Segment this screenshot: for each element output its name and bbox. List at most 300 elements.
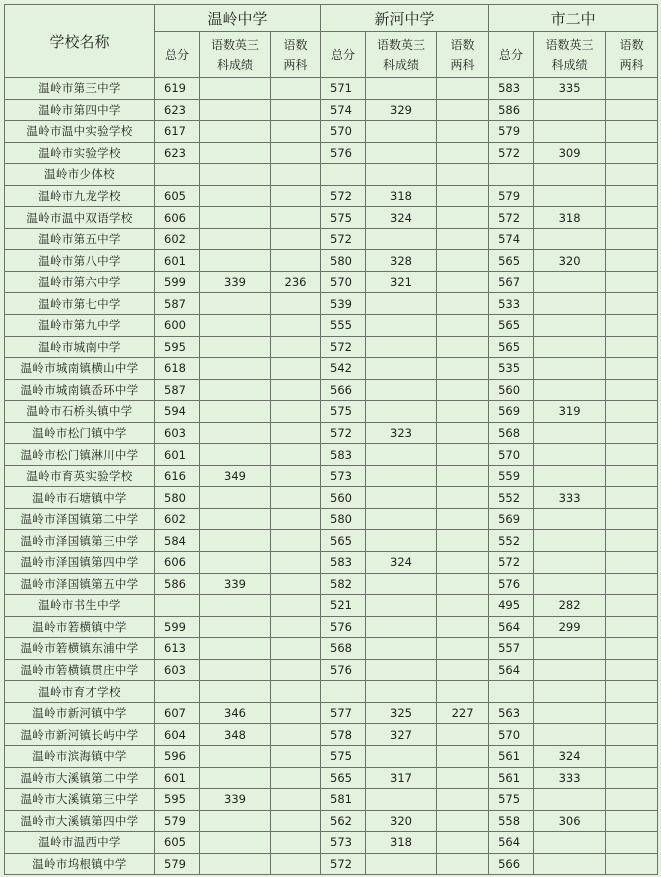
table-row <box>5 789 658 811</box>
table-row <box>5 508 658 530</box>
group-header-xinhe: 新河中学 <box>321 5 489 32</box>
shierzhong-three-subject-cell: 324 <box>534 745 606 767</box>
table-row <box>5 444 658 466</box>
school-name-cell: 温岭市城南镇横山中学 <box>5 358 155 380</box>
wenling-three-subject-cell: 339 <box>200 789 271 811</box>
xinhe-two-subject-cell <box>437 552 489 574</box>
wenling-three-subject-cell <box>200 401 271 423</box>
shierzhong-two-subject-cell <box>606 767 658 789</box>
xinhe-total-cell: 562 <box>321 810 366 832</box>
school-name-header: 学校名称 <box>5 5 155 78</box>
two-subject-header-line1: 语数 <box>283 37 308 52</box>
shierzhong-three-subject-cell <box>534 724 606 746</box>
xinhe-two-subject-cell <box>437 681 489 703</box>
xinhe-two-subject-cell <box>437 379 489 401</box>
wenling-three-subject-cell <box>200 616 271 638</box>
table-row <box>5 99 658 121</box>
wenling-three-subject-cell <box>200 832 271 854</box>
shierzhong-two-subject-cell <box>606 552 658 574</box>
three-subject-header-line2: 科成绩 <box>551 57 588 72</box>
table-row <box>5 702 658 724</box>
school-name-cell: 温岭市松门镇淋川中学 <box>5 444 155 466</box>
school-name-cell: 温岭市第三中学 <box>5 78 155 100</box>
xinhe-total-cell: 582 <box>321 573 366 595</box>
xinhe-total-cell: 576 <box>321 659 366 681</box>
wenling-three-subject-cell <box>200 250 271 272</box>
xinhe-total-cell: 568 <box>321 638 366 660</box>
wenling-total-cell: 586 <box>155 573 200 595</box>
xinhe-two-subject-cell <box>437 401 489 423</box>
wenling-three-subject-cell: 349 <box>200 465 271 487</box>
shierzhong-total-cell: 533 <box>489 293 534 315</box>
xinhe-two-subject-cell <box>437 465 489 487</box>
wenling-total-cell: 601 <box>155 250 200 272</box>
xinhe-three-subject-cell: 325 <box>366 702 437 724</box>
shierzhong-two-subject-cell <box>606 681 658 703</box>
wenling-three-subject-cell <box>200 508 271 530</box>
wenling-two-subject-cell <box>271 164 321 186</box>
xinhe-total-cell: 565 <box>321 530 366 552</box>
table-row <box>5 745 658 767</box>
school-name-cell: 温岭市实验学校 <box>5 142 155 164</box>
wenling-two-subject-cell <box>271 336 321 358</box>
xinhe-three-subject-cell <box>366 487 437 509</box>
xinhe-three-subject-cell <box>366 659 437 681</box>
shierzhong-three-subject-cell <box>534 530 606 552</box>
xinhe-two-subject-cell <box>437 508 489 530</box>
shierzhong-total-cell: 563 <box>489 702 534 724</box>
shierzhong-three-subject-cell <box>534 228 606 250</box>
shierzhong-two-subject-cell <box>606 422 658 444</box>
wenling-total-cell: 599 <box>155 616 200 638</box>
shierzhong-three-subject-cell <box>534 659 606 681</box>
wenling-three-subject-cell <box>200 142 271 164</box>
xinhe-two-subject-cell <box>437 573 489 595</box>
wenling-three-subject-cell <box>200 681 271 703</box>
xinhe-two-subject-cell <box>437 250 489 272</box>
xinhe-total-cell: 573 <box>321 465 366 487</box>
three-subject-header <box>366 32 437 78</box>
wenling-two-subject-cell <box>271 853 321 875</box>
shierzhong-two-subject-cell <box>606 465 658 487</box>
wenling-two-subject-cell <box>271 379 321 401</box>
wenling-two-subject-cell <box>271 358 321 380</box>
xinhe-three-subject-cell <box>366 358 437 380</box>
wenling-total-cell: 595 <box>155 336 200 358</box>
shierzhong-three-subject-cell <box>534 336 606 358</box>
score-table <box>4 4 658 875</box>
xinhe-total-cell: 570 <box>321 271 366 293</box>
shierzhong-two-subject-cell <box>606 293 658 315</box>
shierzhong-two-subject-cell <box>606 724 658 746</box>
table-row <box>5 465 658 487</box>
xinhe-three-subject-cell: 324 <box>366 552 437 574</box>
wenling-three-subject-cell <box>200 444 271 466</box>
xinhe-two-subject-cell <box>437 164 489 186</box>
wenling-two-subject-cell <box>271 444 321 466</box>
school-name-cell: 温岭市九龙学校 <box>5 185 155 207</box>
wenling-two-subject-cell <box>271 724 321 746</box>
wenling-total-cell: 594 <box>155 401 200 423</box>
group-header-wenling: 温岭中学 <box>155 5 321 32</box>
xinhe-two-subject-cell <box>437 810 489 832</box>
shierzhong-three-subject-cell <box>534 121 606 143</box>
table-row <box>5 207 658 229</box>
shierzhong-three-subject-cell: 282 <box>534 595 606 617</box>
xinhe-three-subject-cell <box>366 293 437 315</box>
xinhe-three-subject-cell: 327 <box>366 724 437 746</box>
table-row <box>5 315 658 337</box>
shierzhong-total-cell: 565 <box>489 250 534 272</box>
xinhe-three-subject-cell <box>366 508 437 530</box>
xinhe-total-cell: 566 <box>321 379 366 401</box>
xinhe-two-subject-cell <box>437 99 489 121</box>
shierzhong-three-subject-cell <box>534 789 606 811</box>
xinhe-three-subject-cell <box>366 595 437 617</box>
shierzhong-total-cell: 561 <box>489 745 534 767</box>
shierzhong-two-subject-cell <box>606 401 658 423</box>
wenling-total-cell: 603 <box>155 422 200 444</box>
wenling-two-subject-cell <box>271 767 321 789</box>
shierzhong-total-cell: 558 <box>489 810 534 832</box>
xinhe-two-subject-cell <box>437 745 489 767</box>
shierzhong-three-subject-cell <box>534 552 606 574</box>
shierzhong-two-subject-cell <box>606 789 658 811</box>
xinhe-total-cell: 572 <box>321 336 366 358</box>
shierzhong-three-subject-cell <box>534 508 606 530</box>
xinhe-two-subject-cell <box>437 422 489 444</box>
wenling-total-cell: 595 <box>155 789 200 811</box>
wenling-total-cell: 616 <box>155 465 200 487</box>
xinhe-two-subject-cell <box>437 853 489 875</box>
wenling-three-subject-cell <box>200 358 271 380</box>
xinhe-two-subject-cell: 227 <box>437 702 489 724</box>
wenling-three-subject-cell <box>200 552 271 574</box>
three-subject-header-line1: 语数英三 <box>377 37 426 52</box>
two-subject-header-line1: 语数 <box>450 37 475 52</box>
table-row <box>5 228 658 250</box>
xinhe-three-subject-cell <box>366 379 437 401</box>
table-row <box>5 164 658 186</box>
school-name-cell: 温岭市书生中学 <box>5 595 155 617</box>
wenling-two-subject-cell <box>271 595 321 617</box>
table-row <box>5 853 658 875</box>
school-name-cell: 温岭市第四中学 <box>5 99 155 121</box>
wenling-three-subject-cell <box>200 379 271 401</box>
shierzhong-total-cell: 567 <box>489 271 534 293</box>
table-row <box>5 142 658 164</box>
xinhe-three-subject-cell: 329 <box>366 99 437 121</box>
xinhe-two-subject-cell <box>437 228 489 250</box>
xinhe-two-subject-cell <box>437 595 489 617</box>
wenling-total-cell: 602 <box>155 508 200 530</box>
wenling-two-subject-cell <box>271 315 321 337</box>
xinhe-two-subject-cell <box>437 315 489 337</box>
shierzhong-two-subject-cell <box>606 315 658 337</box>
xinhe-two-subject-cell <box>437 444 489 466</box>
wenling-two-subject-cell <box>271 401 321 423</box>
xinhe-total-cell: 521 <box>321 595 366 617</box>
wenling-two-subject-cell <box>271 207 321 229</box>
xinhe-three-subject-cell <box>366 315 437 337</box>
xinhe-total-cell: 570 <box>321 121 366 143</box>
three-subject-header <box>534 32 606 78</box>
shierzhong-total-cell: 557 <box>489 638 534 660</box>
shierzhong-three-subject-cell <box>534 853 606 875</box>
wenling-two-subject-cell <box>271 573 321 595</box>
wenling-total-cell <box>155 164 200 186</box>
shierzhong-total-cell: 579 <box>489 121 534 143</box>
xinhe-three-subject-cell <box>366 164 437 186</box>
xinhe-total-cell: 583 <box>321 552 366 574</box>
wenling-three-subject-cell <box>200 767 271 789</box>
xinhe-three-subject-cell: 317 <box>366 767 437 789</box>
xinhe-total-cell: 580 <box>321 508 366 530</box>
xinhe-two-subject-cell <box>437 724 489 746</box>
shierzhong-total-cell: 583 <box>489 78 534 100</box>
shierzhong-total-cell <box>489 681 534 703</box>
xinhe-three-subject-cell: 328 <box>366 250 437 272</box>
school-name-cell: 温岭市温中双语学校 <box>5 207 155 229</box>
school-name-cell: 温岭市大溪镇第四中学 <box>5 810 155 832</box>
xinhe-total-cell: 575 <box>321 207 366 229</box>
wenling-three-subject-cell: 339 <box>200 573 271 595</box>
shierzhong-two-subject-cell <box>606 121 658 143</box>
xinhe-total-cell: 575 <box>321 745 366 767</box>
wenling-total-cell: 587 <box>155 293 200 315</box>
shierzhong-total-cell: 552 <box>489 487 534 509</box>
xinhe-total-cell: 580 <box>321 250 366 272</box>
school-name-cell: 温岭市城南中学 <box>5 336 155 358</box>
table-row <box>5 358 658 380</box>
xinhe-two-subject-cell <box>437 530 489 552</box>
wenling-two-subject-cell <box>271 552 321 574</box>
xinhe-three-subject-cell <box>366 401 437 423</box>
xinhe-total-cell: 578 <box>321 724 366 746</box>
shierzhong-three-subject-cell: 306 <box>534 810 606 832</box>
wenling-two-subject-cell <box>271 616 321 638</box>
shierzhong-two-subject-cell <box>606 142 658 164</box>
wenling-total-cell: 623 <box>155 99 200 121</box>
wenling-three-subject-cell <box>200 99 271 121</box>
table-row <box>5 121 658 143</box>
wenling-two-subject-cell <box>271 789 321 811</box>
wenling-total-cell: 605 <box>155 832 200 854</box>
wenling-three-subject-cell <box>200 422 271 444</box>
xinhe-total-cell: 575 <box>321 401 366 423</box>
xinhe-total-cell <box>321 164 366 186</box>
shierzhong-two-subject-cell <box>606 810 658 832</box>
table-row <box>5 552 658 574</box>
shierzhong-three-subject-cell: 299 <box>534 616 606 638</box>
shierzhong-three-subject-cell <box>534 444 606 466</box>
wenling-two-subject-cell <box>271 508 321 530</box>
xinhe-two-subject-cell <box>437 142 489 164</box>
xinhe-total-cell: 583 <box>321 444 366 466</box>
school-name-cell: 温岭市石桥头镇中学 <box>5 401 155 423</box>
shierzhong-two-subject-cell <box>606 78 658 100</box>
shierzhong-total-cell: 570 <box>489 724 534 746</box>
shierzhong-three-subject-cell <box>534 164 606 186</box>
wenling-three-subject-cell: 346 <box>200 702 271 724</box>
wenling-three-subject-cell <box>200 78 271 100</box>
school-name-cell: 温岭市大溪镇第二中学 <box>5 767 155 789</box>
table-row <box>5 573 658 595</box>
shierzhong-two-subject-cell <box>606 853 658 875</box>
table-row <box>5 250 658 272</box>
wenling-three-subject-cell <box>200 336 271 358</box>
wenling-two-subject-cell <box>271 530 321 552</box>
xinhe-total-cell: 571 <box>321 78 366 100</box>
shierzhong-two-subject-cell <box>606 530 658 552</box>
xinhe-three-subject-cell <box>366 681 437 703</box>
shierzhong-total-cell <box>489 164 534 186</box>
shierzhong-total-cell: 570 <box>489 444 534 466</box>
xinhe-three-subject-cell <box>366 530 437 552</box>
wenling-three-subject-cell <box>200 530 271 552</box>
wenling-three-subject-cell <box>200 185 271 207</box>
shierzhong-total-cell: 569 <box>489 508 534 530</box>
shierzhong-total-cell: 572 <box>489 207 534 229</box>
xinhe-two-subject-cell <box>437 185 489 207</box>
xinhe-two-subject-cell <box>437 616 489 638</box>
table-row <box>5 487 658 509</box>
school-name-cell: 温岭市温西中学 <box>5 832 155 854</box>
wenling-total-cell: 601 <box>155 767 200 789</box>
xinhe-total-cell <box>321 681 366 703</box>
xinhe-two-subject-cell <box>437 207 489 229</box>
shierzhong-total-cell: 569 <box>489 401 534 423</box>
shierzhong-two-subject-cell <box>606 832 658 854</box>
group-header-shierzhong: 市二中 <box>489 5 658 32</box>
table-row <box>5 638 658 660</box>
xinhe-total-cell: 565 <box>321 767 366 789</box>
shierzhong-total-cell: 566 <box>489 853 534 875</box>
wenling-total-cell: 603 <box>155 659 200 681</box>
xinhe-three-subject-cell: 320 <box>366 810 437 832</box>
xinhe-three-subject-cell <box>366 789 437 811</box>
shierzhong-two-subject-cell <box>606 207 658 229</box>
xinhe-three-subject-cell <box>366 573 437 595</box>
school-name-cell: 温岭市第五中学 <box>5 228 155 250</box>
shierzhong-total-cell: 564 <box>489 616 534 638</box>
school-name-cell: 温岭市新河镇长屿中学 <box>5 724 155 746</box>
shierzhong-two-subject-cell <box>606 379 658 401</box>
wenling-two-subject-cell <box>271 487 321 509</box>
shierzhong-two-subject-cell <box>606 508 658 530</box>
wenling-three-subject-cell <box>200 121 271 143</box>
school-name-cell: 温岭市大溪镇第三中学 <box>5 789 155 811</box>
xinhe-total-cell: 572 <box>321 422 366 444</box>
table-row <box>5 78 658 100</box>
xinhe-three-subject-cell <box>366 336 437 358</box>
xinhe-two-subject-cell <box>437 767 489 789</box>
three-subject-header-line1: 语数英三 <box>545 37 594 52</box>
two-subject-header-line2: 两科 <box>450 57 475 72</box>
wenling-two-subject-cell <box>271 745 321 767</box>
shierzhong-two-subject-cell <box>606 487 658 509</box>
wenling-two-subject-cell <box>271 810 321 832</box>
xinhe-total-cell: 581 <box>321 789 366 811</box>
school-name-cell: 温岭市箬横镇东浦中学 <box>5 638 155 660</box>
shierzhong-two-subject-cell <box>606 99 658 121</box>
school-name-cell: 温岭市第六中学 <box>5 271 155 293</box>
shierzhong-three-subject-cell: 318 <box>534 207 606 229</box>
shierzhong-three-subject-cell <box>534 271 606 293</box>
table-row <box>5 422 658 444</box>
wenling-two-subject-cell <box>271 702 321 724</box>
school-name-cell: 温岭市育英实验学校 <box>5 465 155 487</box>
school-name-cell: 温岭市箬横镇贯庄中学 <box>5 659 155 681</box>
shierzhong-three-subject-cell <box>534 573 606 595</box>
shierzhong-three-subject-cell <box>534 99 606 121</box>
xinhe-total-cell: 573 <box>321 832 366 854</box>
shierzhong-total-cell: 572 <box>489 552 534 574</box>
school-name-cell: 温岭市第七中学 <box>5 293 155 315</box>
wenling-two-subject-cell <box>271 99 321 121</box>
school-name-cell: 温岭市滨海镇中学 <box>5 745 155 767</box>
xinhe-total-cell: 572 <box>321 228 366 250</box>
shierzhong-total-cell: 579 <box>489 185 534 207</box>
xinhe-three-subject-cell <box>366 465 437 487</box>
shierzhong-three-subject-cell: 333 <box>534 487 606 509</box>
shierzhong-three-subject-cell: 320 <box>534 250 606 272</box>
wenling-two-subject-cell: 236 <box>271 271 321 293</box>
two-subject-header-line1: 语数 <box>619 37 644 52</box>
wenling-total-cell: 599 <box>155 271 200 293</box>
wenling-two-subject-cell <box>271 250 321 272</box>
shierzhong-two-subject-cell <box>606 358 658 380</box>
three-subject-header-line1: 语数英三 <box>210 37 259 52</box>
xinhe-three-subject-cell: 324 <box>366 207 437 229</box>
two-subject-header <box>437 32 489 78</box>
wenling-two-subject-cell <box>271 681 321 703</box>
shierzhong-total-cell: 535 <box>489 358 534 380</box>
shierzhong-total-cell: 495 <box>489 595 534 617</box>
shierzhong-total-cell: 560 <box>489 379 534 401</box>
total-score-header: 总分 <box>321 32 366 78</box>
wenling-three-subject-cell <box>200 207 271 229</box>
shierzhong-two-subject-cell <box>606 638 658 660</box>
wenling-total-cell: 606 <box>155 207 200 229</box>
xinhe-total-cell: 577 <box>321 702 366 724</box>
shierzhong-two-subject-cell <box>606 228 658 250</box>
xinhe-total-cell: 572 <box>321 185 366 207</box>
xinhe-two-subject-cell <box>437 271 489 293</box>
xinhe-three-subject-cell: 318 <box>366 832 437 854</box>
xinhe-total-cell: 572 <box>321 853 366 875</box>
two-subject-header <box>606 32 658 78</box>
xinhe-three-subject-cell: 323 <box>366 422 437 444</box>
shierzhong-two-subject-cell <box>606 271 658 293</box>
wenling-total-cell: 607 <box>155 702 200 724</box>
wenling-three-subject-cell <box>200 315 271 337</box>
shierzhong-two-subject-cell <box>606 595 658 617</box>
wenling-three-subject-cell <box>200 164 271 186</box>
school-name-cell: 温岭市第八中学 <box>5 250 155 272</box>
xinhe-two-subject-cell <box>437 121 489 143</box>
school-name-cell: 温岭市泽国镇第三中学 <box>5 530 155 552</box>
xinhe-total-cell: 576 <box>321 616 366 638</box>
shierzhong-two-subject-cell <box>606 616 658 638</box>
two-subject-header-line2: 两科 <box>283 57 308 72</box>
wenling-total-cell: 623 <box>155 142 200 164</box>
wenling-total-cell <box>155 681 200 703</box>
xinhe-three-subject-cell <box>366 444 437 466</box>
shierzhong-two-subject-cell <box>606 250 658 272</box>
table-row <box>5 659 658 681</box>
wenling-total-cell: 613 <box>155 638 200 660</box>
